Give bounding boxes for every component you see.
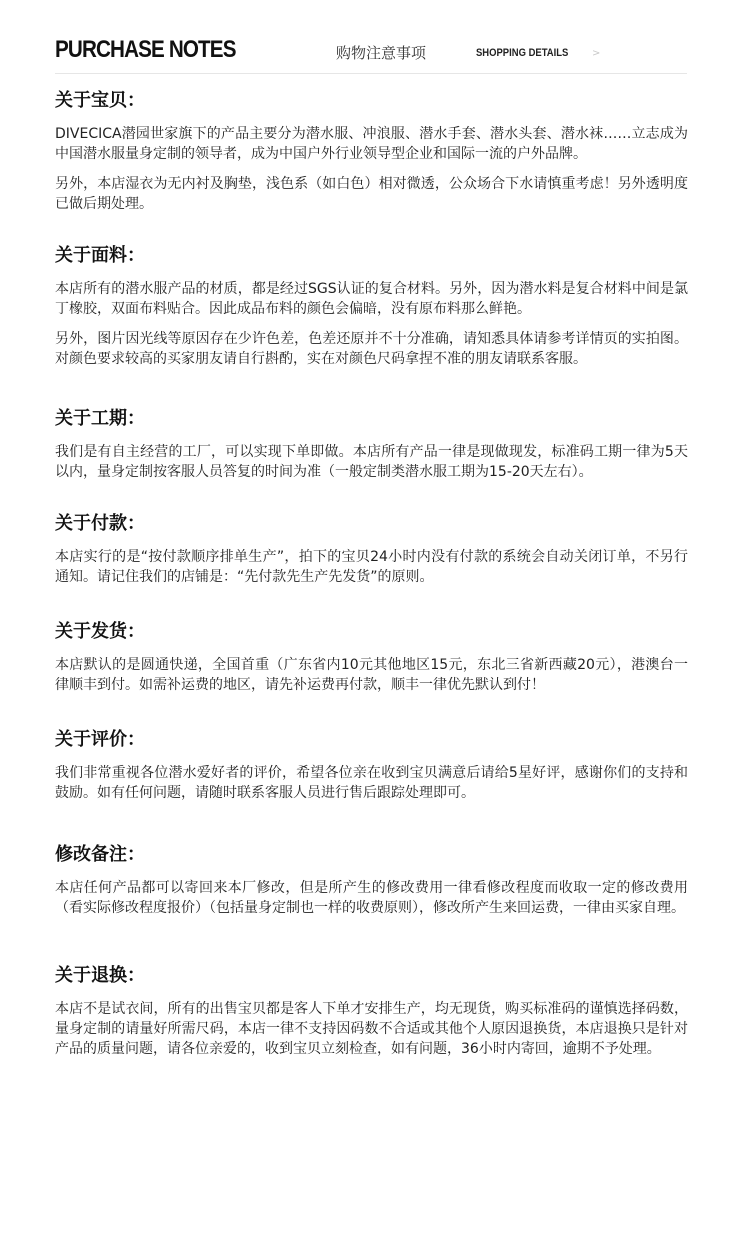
chevron-right-icon: > [592, 48, 601, 59]
section-paragraph: 本店任何产品都可以寄回来本厂修改，但是所产生的修改费用一律看修改程度而收取一定的修改费用（看实际修改程度报价）（包括量身定制也一样的收费原则），修改所产生来回运费，一律由买家自理。 [55, 880, 688, 916]
section-paragraph: 另外，本店湿衣为无内衬及胸垫，浅色系（如白色）相对微透，公众场合下水请慎重考虑！另外透明度已做后期处理。 [55, 176, 688, 212]
section-alteration-notes [55, 844, 688, 918]
section-paragraph: 我们非常重视各位潜水爱好者的评价，希望各位亲在收到宝贝满意后请给5星好评，感谢你们的支持和鼓励。如有任何问题，请随时联系客服人员进行售后跟踪处理即可。 [55, 765, 688, 801]
section-about-reviews [55, 729, 688, 803]
section-about-fabric [55, 245, 688, 369]
section-heading: 关于面料： [55, 245, 145, 266]
section-heading: 修改备注： [55, 844, 145, 865]
section-heading: 关于付款： [55, 513, 145, 534]
section-heading: 关于工期： [55, 408, 145, 429]
header-subtitle: SHOPPING DETAILS [476, 47, 569, 59]
section-about-payment [55, 513, 688, 587]
section-paragraph: 另外，图片因光线等原因存在少许色差，色差还原并不十分准确，请知悉具体请参考详情页的实拍图。对颜色要求较高的买家朋友请自行斟酌，实在对颜色尺码拿捏不准的朋友请联系客服。 [55, 331, 688, 367]
notes-content [55, 90, 688, 1083]
header-title-cn: 购物注意事项 [336, 44, 427, 62]
section-paragraph: 我们是有自主经营的工厂，可以实现下单即做。本店所有产品一律是现做现发，标准码工期一律为5天以内，量身定制按客服人员答复的时间为准（一般定制类潜水服工期为15-20天左右）。 [55, 444, 688, 480]
section-heading: 关于宝贝： [55, 90, 145, 111]
section-about-shipping [55, 621, 688, 695]
header-title-en: PURCHASE NOTES [55, 36, 236, 63]
section-about-lead-time [55, 408, 688, 482]
section-paragraph: DIVECICA潜园世家旗下的产品主要分为潜水服、冲浪服、潜水手套、潜水头套、潜水袜……立志成为中国潜水服量身定制的领导者，成为中国户外行业领导型企业和国际一流的户外品牌。 [55, 126, 688, 162]
section-heading: 关于退换： [55, 965, 145, 986]
section-about-returns [55, 965, 688, 1059]
page-header [55, 36, 687, 74]
section-paragraph: 本店不是试衣间，所有的出售宝贝都是客人下单才安排生产，均无现货，购买标准码的谨慎选择码数，量身定制的请量好所需尺码，本店一律不支持因码数不合适或其他个人原因退换货，本店退换只是针对产品的质量问题，请各位亲爱的，收到宝贝立刻检查，如有问题，36小时内寄回，逾期不予处理。 [55, 1001, 688, 1057]
section-heading: 关于评价： [55, 729, 145, 750]
section-paragraph: 本店默认的是圆通快递，全国首重（广东省内10元其他地区15元，东北三省新西藏20元），港澳台一律顺丰到付。如需补运费的地区，请先补运费再付款，顺丰一律优先默认到付！ [55, 657, 688, 693]
section-about-product [55, 90, 688, 214]
section-heading: 关于发货： [55, 621, 145, 642]
section-paragraph: 本店实行的是“按付款顺序排单生产”，拍下的宝贝24小时内没有付款的系统会自动关闭订单，不另行通知。请记住我们的店铺是：“先付款先生产先发货”的原则。 [55, 549, 688, 585]
section-paragraph: 本店所有的潜水服产品的材质，都是经过SGS认证的复合材料。另外，因为潜水料是复合材料中间是氯丁橡胶，双面布料贴合。因此成品布料的颜色会偏暗，没有原布料那么鲜艳。 [55, 281, 688, 317]
